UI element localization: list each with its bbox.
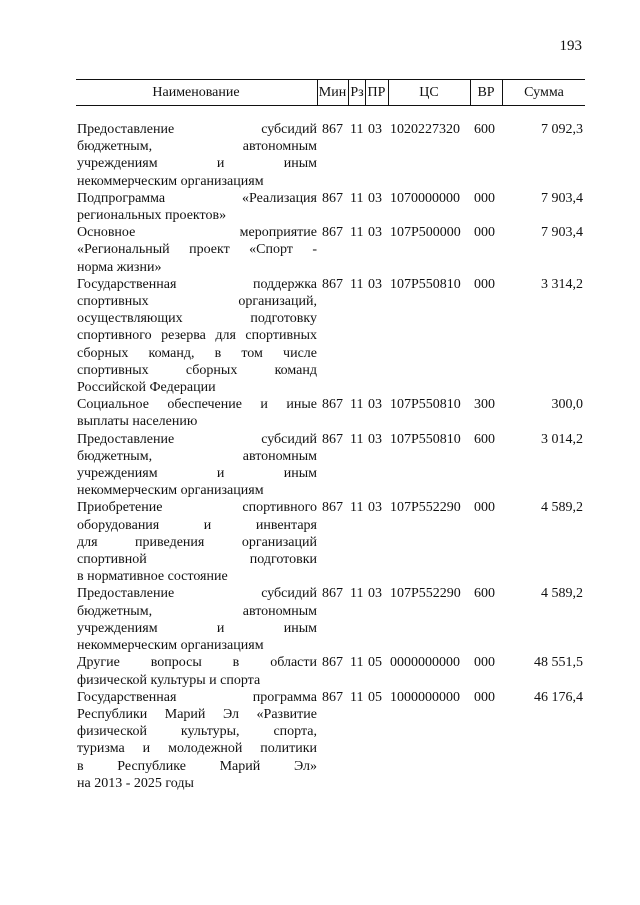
header-vr: ВР (477, 85, 495, 100)
row-name-line: Предоставление субсидий (77, 122, 317, 137)
header-cs: ЦС (419, 85, 439, 100)
row-sum: 48 551,5 (534, 655, 583, 671)
table-row (0, 190, 640, 224)
row-name-line: Другие вопросы в области (77, 655, 317, 671)
row-vr: 000 (474, 500, 495, 516)
row-name-line: Предоставление субсидий (77, 586, 317, 602)
row-pr: 03 (368, 500, 382, 516)
row-name-line: учреждениям и иным (77, 620, 317, 636)
row-name-line: спортивных сборных команд (77, 362, 317, 378)
row-pr: 05 (368, 689, 382, 705)
row-name (77, 396, 317, 430)
row-sum: 300,0 (551, 397, 583, 413)
row-sum: 3 014,2 (541, 431, 583, 447)
row-name (77, 654, 317, 688)
row-vr: 600 (474, 586, 495, 602)
row-pr: 03 (368, 586, 382, 602)
row-name-line: некоммерческим организациям (77, 638, 264, 654)
row-cs: 107Р550810 (390, 276, 461, 292)
row-name-line: осуществляющих подготовку (77, 311, 317, 327)
row-name-line: Приобретение спортивного (77, 500, 317, 516)
table-row (0, 276, 640, 396)
row-name (77, 224, 317, 276)
row-vr: 000 (474, 225, 495, 241)
row-min: 867 (322, 655, 343, 671)
row-min: 867 (322, 397, 343, 413)
row-vr: 000 (474, 276, 495, 292)
row-name-line: Государственная поддержка (77, 276, 317, 292)
row-name-line: Государственная программа (77, 689, 317, 705)
row-cs: 107Р550810 (390, 397, 461, 413)
row-rz: 11 (350, 190, 364, 206)
row-name-line: в нормативное состояние (77, 569, 228, 585)
row-name-line: для приведения организаций (77, 534, 317, 550)
row-name-line: Предоставление субсидий (77, 431, 317, 447)
header-min: Мин (318, 85, 347, 100)
row-name (77, 431, 317, 500)
row-name-line: бюджетным, автономным (77, 139, 317, 155)
row-name-line: «Региональный проект «Спорт - (77, 242, 317, 258)
row-name-line: туризма и молодежной политики (77, 741, 317, 757)
table-row (0, 654, 640, 688)
row-pr: 03 (368, 122, 382, 137)
row-min: 867 (322, 586, 343, 602)
row-rz: 11 (350, 655, 364, 671)
table-row (0, 499, 640, 585)
row-name-line: спортивного резерва для спортивных (77, 328, 317, 344)
row-sum: 3 314,2 (541, 276, 583, 292)
row-min: 867 (322, 431, 343, 447)
row-rz: 11 (350, 225, 364, 241)
row-name (77, 585, 317, 654)
row-min: 867 (322, 190, 343, 206)
row-min: 867 (322, 689, 343, 705)
table-body (0, 121, 640, 792)
row-name-line: физической культуры и спорта (77, 672, 261, 688)
row-name-line: спортивной подготовки (77, 552, 317, 568)
row-sum: 4 589,2 (541, 500, 583, 516)
table-row (0, 121, 640, 190)
row-rz: 11 (350, 122, 364, 137)
row-name-line: Российской Федерации (77, 380, 216, 396)
row-rz: 11 (350, 431, 364, 447)
row-name-line: Республики Марий Эл «Развитие (77, 706, 317, 722)
header-pr: ПР (367, 85, 386, 100)
row-rz: 11 (350, 689, 364, 705)
page-number: 193 (559, 38, 582, 54)
row-pr: 03 (368, 276, 382, 292)
row-name (77, 121, 317, 190)
row-rz: 11 (350, 586, 364, 602)
row-cs: 1000000000 (390, 689, 460, 705)
row-name-line: некоммерческим организациям (77, 483, 264, 499)
row-name-line: бюджетным, автономным (77, 448, 317, 464)
table-row (0, 431, 640, 500)
row-min: 867 (322, 500, 343, 516)
row-cs: 107Р552290 (390, 500, 461, 516)
row-sum: 4 589,2 (541, 586, 583, 602)
row-cs: 0000000000 (390, 655, 460, 671)
row-name-line: Подпрограмма «Реализация (77, 190, 317, 206)
row-name-line: Социальное обеспечение и иные (77, 397, 317, 413)
row-name (77, 276, 317, 396)
row-name-line: норма жизни» (77, 259, 162, 275)
row-min: 867 (322, 122, 343, 137)
row-name-line: физической культуры, спорта, (77, 724, 317, 740)
row-name (77, 499, 317, 585)
row-name-line: на 2013 - 2025 годы (77, 775, 194, 791)
row-sum: 7 903,4 (541, 225, 583, 241)
row-pr: 03 (368, 190, 382, 206)
row-pr: 03 (368, 397, 382, 413)
row-name (77, 190, 317, 224)
row-name-line: в Республике Марий Эл» (77, 758, 317, 774)
row-sum: 7 092,3 (541, 122, 583, 137)
row-cs: 1020227320 (390, 122, 460, 137)
header-sum: Сумма (524, 85, 564, 100)
row-name-line: сборных команд, в том числе (77, 345, 317, 361)
table-row (0, 396, 640, 430)
table-row (0, 689, 640, 792)
header-rz: Рз (350, 85, 364, 100)
row-name-line: спортивных организаций, (77, 294, 317, 310)
row-name-line: учреждениям и иным (77, 156, 317, 172)
table-row (0, 585, 640, 654)
row-min: 867 (322, 225, 343, 241)
row-name-line: региональных проектов» (77, 208, 227, 224)
row-vr: 000 (474, 190, 495, 206)
header-name: Наименование (152, 85, 240, 100)
row-sum: 46 176,4 (534, 689, 583, 705)
row-cs: 107Р552290 (390, 586, 461, 602)
row-name-line: Основное мероприятие (77, 225, 317, 241)
table-header (76, 79, 585, 106)
row-name-line: выплаты населению (77, 414, 198, 430)
row-min: 867 (322, 276, 343, 292)
row-rz: 11 (350, 397, 364, 413)
row-cs: 107Р500000 (390, 225, 461, 241)
row-vr: 600 (474, 431, 495, 447)
row-vr: 300 (474, 397, 495, 413)
row-name (77, 689, 317, 792)
row-name-line: бюджетным, автономным (77, 603, 317, 619)
table-row (0, 224, 640, 276)
row-rz: 11 (350, 500, 364, 516)
row-vr: 000 (474, 689, 495, 705)
row-pr: 03 (368, 431, 382, 447)
row-name-line: некоммерческим организациям (77, 173, 264, 189)
row-pr: 03 (368, 225, 382, 241)
row-name-line: учреждениям и иным (77, 466, 317, 482)
row-name-line: оборудования и инвентаря (77, 517, 317, 533)
row-rz: 11 (350, 276, 364, 292)
row-sum: 7 903,4 (541, 190, 583, 206)
row-vr: 000 (474, 655, 495, 671)
row-vr: 600 (474, 122, 495, 137)
row-cs: 107Р550810 (390, 431, 461, 447)
row-pr: 05 (368, 655, 382, 671)
row-cs: 1070000000 (390, 190, 460, 206)
